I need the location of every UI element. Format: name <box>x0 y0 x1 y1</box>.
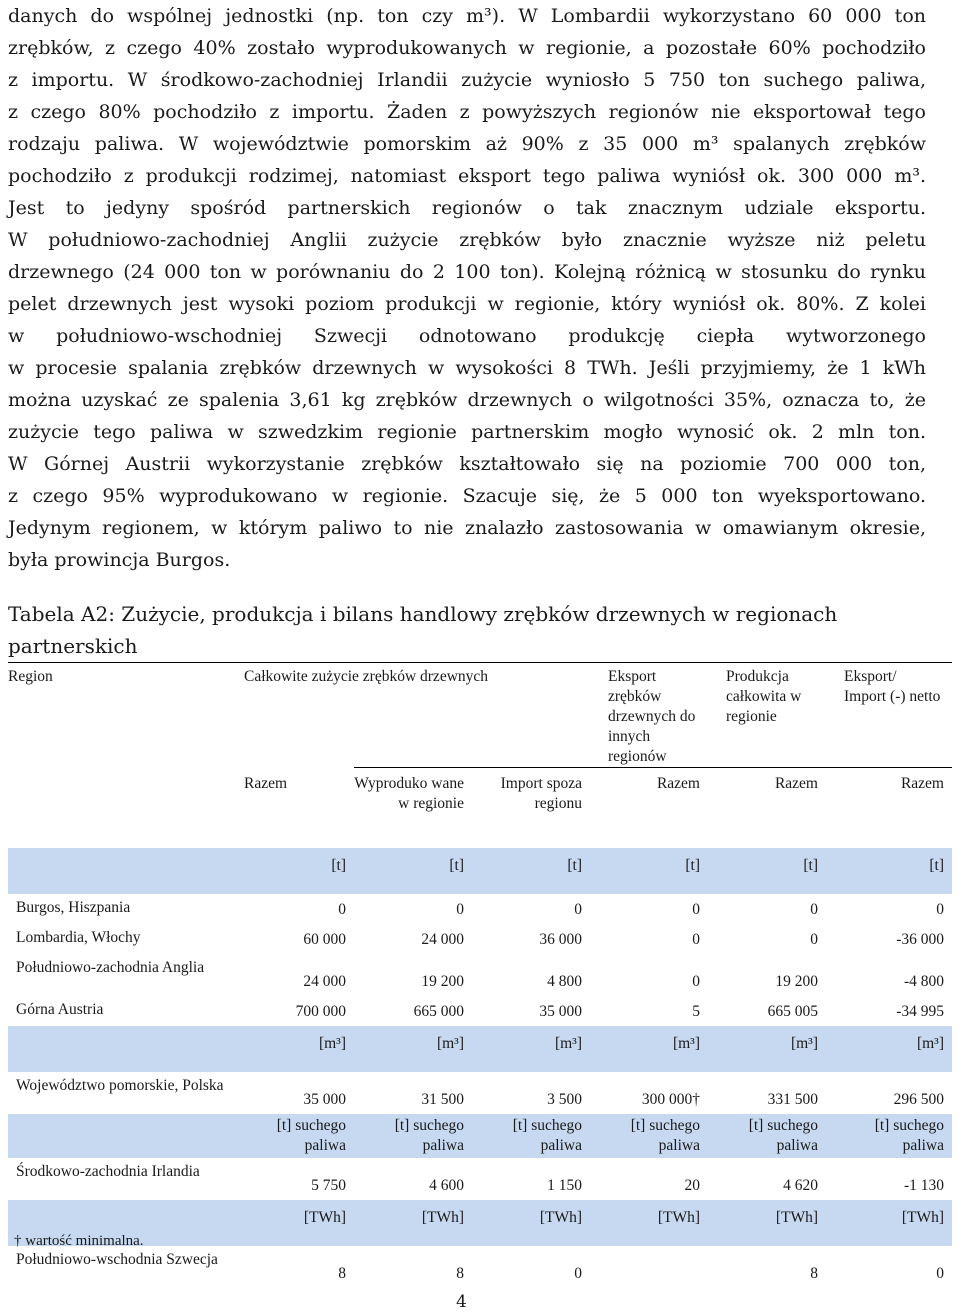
paragraph-line: W Górnej Austrii wykorzystanie zrębków kształtowało się na poziomie 700 000 ton, <box>8 453 926 475</box>
table-row <box>8 1246 952 1288</box>
value-cell: -36 000 <box>896 930 944 948</box>
value-cell: 35 000 <box>539 1002 582 1020</box>
unit-cell: [TWh] <box>708 1200 826 1246</box>
unit-cell: [t] suchego paliwa <box>826 1114 952 1158</box>
unit-cell: [t] <box>590 848 708 894</box>
header-export: Eksport zrębków drzewnych do innych regionów <box>590 663 708 768</box>
data-table <box>8 662 952 1288</box>
value-cell: 0 <box>692 972 700 990</box>
value-cell: 8 <box>810 1264 818 1282</box>
value-cell: 1 150 <box>547 1176 582 1194</box>
paragraph-line: Jedynym regionem, w którym paliwo to nie znalazło zastosowania w omawianym okresie, <box>8 517 926 539</box>
value-cell: 24 000 <box>303 972 346 990</box>
paragraph-line: danych do wspólnej jednostki (np. ton czy m³). W Lombardii wykorzystano 60 000 ton <box>8 5 926 27</box>
value-cell: 4 600 <box>429 1176 464 1194</box>
paragraph-line: zużycie tego paliwa w szwedzkim regionie partnerskim mogło wynosić ok. 2 mln ton. <box>8 421 926 443</box>
table-caption: Tabela A2: Zużycie, produkcja i bilans handlowy zrębków drzewnych w regionach partnerskich <box>8 602 838 658</box>
unit-cell: [m³] <box>244 1026 354 1072</box>
paragraph-line: można uzyskać ze spalenia 3,61 kg zrębków drzewnych o wilgotności 35%, oznacza to, że <box>8 389 926 411</box>
header-import: Import spoza regionu <box>472 768 590 848</box>
table-row <box>8 996 952 1026</box>
value-cell: 8 <box>456 1264 464 1282</box>
value-cell: 19 200 <box>421 972 464 990</box>
value-cell: -4 800 <box>903 972 944 990</box>
region-name: Województwo pomorskie, Polska <box>16 1076 224 1094</box>
region-name: Lombardia, Włochy <box>16 928 141 946</box>
header-sum-net: Razem <box>826 768 952 848</box>
value-cell: 4 800 <box>547 972 582 990</box>
region-name: Środkowo-zachodnia Irlandia <box>16 1162 200 1180</box>
value-cell: 0 <box>574 1264 582 1282</box>
value-cell: 24 000 <box>421 930 464 948</box>
table-row <box>8 894 952 924</box>
paragraph-line: z importu. W środkowo-zachodniej Irlandii zużycie wyniosło 5 750 ton suchego paliwa, <box>8 69 926 91</box>
region-name: Górna Austria <box>16 1000 104 1018</box>
value-cell: 0 <box>574 900 582 918</box>
table-row <box>8 954 952 996</box>
value-cell: -34 995 <box>896 1002 944 1020</box>
page-number: 4 <box>456 1292 467 1312</box>
value-cell: 300 000† <box>641 1090 700 1108</box>
unit-row <box>8 1114 952 1158</box>
value-cell: 36 000 <box>539 930 582 948</box>
header-net: Eksport/ Import (-) netto <box>826 663 952 768</box>
header-produced: Wyproduko wane w regionie <box>354 768 472 848</box>
unit-cell: [TWh] <box>354 1200 472 1246</box>
value-cell: 0 <box>936 1264 944 1282</box>
unit-cell: [TWh] <box>244 1200 354 1246</box>
unit-cell: [t] suchego paliwa <box>590 1114 708 1158</box>
paragraph-line: pochodziło z produkcji rodzimej, natomiast eksport tego paliwa wyniósł ok. 300 000 m³. <box>8 165 926 187</box>
unit-cell: [t] <box>826 848 952 894</box>
header-row-1 <box>8 663 952 768</box>
unit-row <box>8 1026 952 1072</box>
region-name: Południowo-zachodnia Anglia <box>16 958 205 976</box>
unit-cell: [TWh] <box>472 1200 590 1246</box>
paragraph-line: drzewnego (24 000 ton w porównaniu do 2 100 ton). Kolejną różnicą w stosunku do rynku <box>8 261 926 283</box>
unit-row <box>8 1200 952 1246</box>
value-cell: 3 500 <box>547 1090 582 1108</box>
paragraph-line: zrębków, z czego 40% zostało wyprodukowanych w regionie, a pozostałe 60% pochodziło <box>8 37 926 59</box>
page <box>8 0 926 658</box>
value-cell <box>590 1246 708 1288</box>
value-cell: 8 <box>338 1264 346 1282</box>
value-cell: 0 <box>692 930 700 948</box>
unit-cell: [m³] <box>826 1026 952 1072</box>
region-name: Południowo-wschodnia Szwecja <box>16 1250 218 1268</box>
table-row <box>8 1158 952 1200</box>
value-cell: 4 620 <box>783 1176 818 1194</box>
header-production: Produkcja całkowita w regionie <box>708 663 826 768</box>
paragraph-line: była prowincja Burgos. <box>8 549 231 571</box>
header-row-2 <box>8 768 952 848</box>
value-cell: 0 <box>456 900 464 918</box>
value-cell: 331 500 <box>767 1090 818 1108</box>
value-cell: 19 200 <box>775 972 818 990</box>
value-cell: 35 000 <box>303 1090 346 1108</box>
header-sum: Razem <box>244 774 288 792</box>
footnote: † wartość minimalna. <box>14 1233 144 1249</box>
value-cell: 296 500 <box>893 1090 944 1108</box>
paragraph-line: z czego 95% wyprodukowano w regionie. Szacuje się, że 5 000 ton wyeksportowano. <box>8 485 926 507</box>
unit-row <box>8 848 952 894</box>
value-cell: 31 500 <box>421 1090 464 1108</box>
paragraph-line: Jest to jedyny spośród partnerskich regionów o tak znacznym udziale eksportu. <box>8 197 926 219</box>
value-cell: 0 <box>338 900 346 918</box>
region-name: Burgos, Hiszpania <box>16 898 131 916</box>
unit-cell: [TWh] <box>590 1200 708 1246</box>
unit-cell: [t] suchego paliwa <box>244 1114 354 1158</box>
unit-cell: [TWh] <box>826 1200 952 1246</box>
paragraph-line: W południowo-zachodniej Anglii zużycie zrębków było znacznie wyższe niż peletu <box>8 229 926 251</box>
unit-cell: [t] <box>244 848 354 894</box>
value-cell: 700 000 <box>295 1002 346 1020</box>
header-region: Region <box>8 663 244 768</box>
paragraph-line: w południowo-wschodniej Szwecji odnotowano produkcję ciepła wytworzonego <box>8 325 926 347</box>
body-paragraph <box>8 0 926 576</box>
unit-cell: [m³] <box>708 1026 826 1072</box>
paragraph-line: w procesie spalania zrębków drzewnych w wysokości 8 TWh. Jeśli przyjmiemy, że 1 kWh <box>8 357 926 379</box>
table-row <box>8 1072 952 1114</box>
table-row <box>8 924 952 954</box>
value-cell: 5 <box>692 1002 700 1020</box>
header-sum-production: Razem <box>708 768 826 848</box>
value-cell: -1 130 <box>903 1176 944 1194</box>
unit-cell: [m³] <box>354 1026 472 1072</box>
paragraph-line: z czego 80% pochodziło z importu. Żaden z powyższych regionów nie eksportował tego <box>8 101 926 123</box>
paragraph-line: pelet drzewnych jest wysoki poziom produkcji w regionie, który wyniósł ok. 80%. Z kolei <box>8 293 926 315</box>
unit-cell: [t] suchego paliwa <box>708 1114 826 1158</box>
unit-cell: [m³] <box>590 1026 708 1072</box>
unit-cell: [t] <box>354 848 472 894</box>
value-cell: 0 <box>936 900 944 918</box>
unit-cell: [t] <box>472 848 590 894</box>
value-cell: 665 000 <box>413 1002 464 1020</box>
value-cell: 0 <box>810 900 818 918</box>
unit-cell: [t] suchego paliwa <box>354 1114 472 1158</box>
value-cell: 20 <box>684 1176 700 1194</box>
unit-cell: [t] suchego paliwa <box>472 1114 590 1158</box>
value-cell: 0 <box>692 900 700 918</box>
unit-cell: [t] <box>708 848 826 894</box>
value-cell: 0 <box>810 930 818 948</box>
value-cell: 60 000 <box>303 930 346 948</box>
unit-cell: [m³] <box>472 1026 590 1072</box>
header-total-use: Całkowite zużycie zrębków drzewnych <box>244 663 590 768</box>
value-cell: 665 005 <box>767 1002 818 1020</box>
header-sum-export: Razem <box>590 768 708 848</box>
value-cell: 5 750 <box>311 1176 346 1194</box>
paragraph-line: rodzaju paliwa. W województwie pomorskim aż 90% z 35 000 m³ spalanych zrębków <box>8 133 926 155</box>
